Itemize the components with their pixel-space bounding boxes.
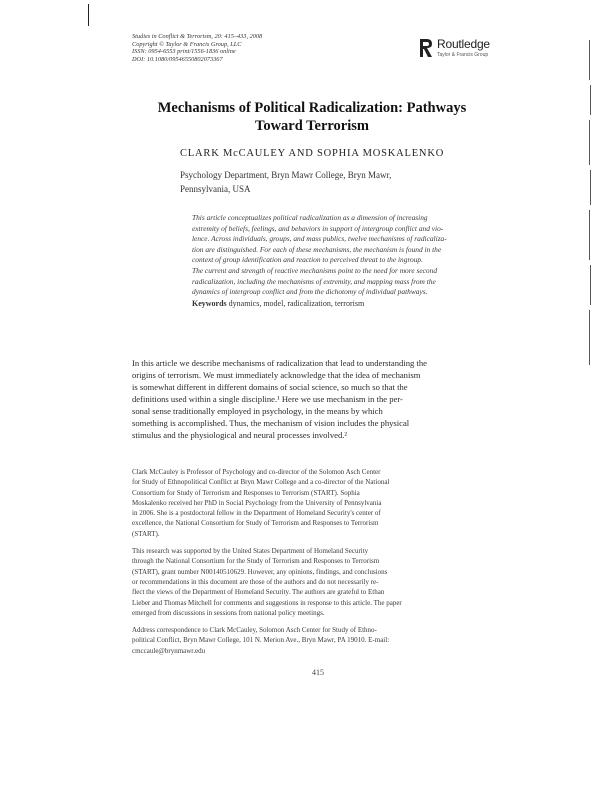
keywords xyxy=(192,299,522,308)
abstract-line: extremity of beliefs, feelings, and behaviors in support of intergroup conflict and vio- xyxy=(192,223,444,233)
abstract-line: context of group identification and reaction to perceived threat to the ingroup. xyxy=(192,255,423,265)
abstract-line: This article conceptualizes political radicalization as a dimension of increasing xyxy=(192,213,428,222)
footnote-line: for Study of Ethnopolitical Conflict at Bryn Mawr College and a co-director of the National xyxy=(132,478,390,487)
abstract-line: The current and strength of reactive mechanisms point to the need for more second xyxy=(192,265,438,275)
footnote-line: political Conflict, Bryn Mawr College, 101 N. Merion Ave., Bryn Mawr, PA 19010. E-mail: xyxy=(132,636,390,645)
footnote-line: Consortium for Study of Terrorism and Responses to Terrorism (START). Sophia xyxy=(132,488,360,497)
body-line: origins of terrorism. We must immediately acknowledge that the idea of mechanism xyxy=(132,370,421,380)
footnote-line: in 2006. She is a postdoctoral fellow in the Department of Homeland Security's center of xyxy=(132,509,381,518)
scan-mark xyxy=(88,4,89,26)
footnote-line: This research was supported by the United States Department of Homeland Security xyxy=(132,547,369,556)
authors: CLARK McCAULEY AND SOPHIA MOSKALENKO xyxy=(180,148,445,159)
journal-meta xyxy=(132,33,322,63)
journal-meta-line: Studies in Conflict & Terrorism, 20: 415–433, 2008 xyxy=(132,33,263,40)
footnote-line: excellence, the National Consortium for Study of Terrorism and Responses to Terrorism xyxy=(132,519,379,528)
keywords-text: dynamics, model, radicalization, terrorism xyxy=(228,299,365,308)
footnote-line: cmccaule@brynmawr.edu xyxy=(132,646,206,655)
body-line: In this article we describe mechanisms of radicalization that lead to understanding the xyxy=(132,358,427,368)
title-line: Toward Terrorism xyxy=(255,118,369,134)
body-line: sonal sense traditionally employed in psychology, in the means by which xyxy=(132,406,383,416)
footnote-line: or recommendations in this document are those of the authors and do not necessarily re- xyxy=(132,577,379,586)
footnote-line: Clark McCauley is Professor of Psychology and co-director of the Solomon Asch Center xyxy=(132,468,381,476)
page-number: 415 xyxy=(312,668,324,677)
footnote-line: flect the views of the Department of Homeland Security. The authors are grateful to Ethan xyxy=(132,588,385,597)
journal-meta-line: ISSN: 0954-6553 print/1556-1836 online xyxy=(132,48,236,56)
footnote-line: Lieber and Thomas Mitchell for comments and suggestions in response to this article. The paper xyxy=(132,598,402,607)
footnotes xyxy=(132,467,528,656)
title-line: Mechanisms of Political Radicalization: Pathways xyxy=(157,100,467,116)
footnote-line: emerged from discussions in sessions from national policy meetings. xyxy=(132,608,325,617)
abstract-line: tion are distinguished. For each of these mechanisms, the mechanism is found in the xyxy=(192,244,442,254)
affiliation xyxy=(180,168,410,196)
journal-meta-line: Copyright © Taylor & Francis Group, LLC xyxy=(132,40,242,48)
footnote-line: (START). xyxy=(132,529,160,538)
body-line: definitions used within a single discipline.¹ Here we use mechanism in the per- xyxy=(132,394,403,404)
scan-edge-noise xyxy=(586,40,594,370)
footnote-gap xyxy=(132,618,528,625)
abstract-line: radicalization, including the mechanisms of extremity, and mapping mass from the xyxy=(192,276,436,286)
affiliation-line: Pennsylvania, USA xyxy=(180,184,251,194)
footnote-line: (START), grant number N00140510629. However, any opinions, findings, and conclusions xyxy=(132,567,388,576)
footnote-line: Address correspondence to Clark McCauley, Solomon Asch Center for Study of Ethno- xyxy=(132,626,377,635)
affiliation-line: Psychology Department, Bryn Mawr College, Bryn Mawr, xyxy=(180,170,392,180)
keywords-label: Keywords xyxy=(192,299,227,308)
paper-title xyxy=(132,99,492,135)
abstract-line: lence. Across individuals, groups, and mass publics, twelve mechanisms of radicaliza- xyxy=(192,234,447,244)
publisher-name: Routledge xyxy=(437,37,490,51)
body-text xyxy=(132,357,528,441)
footnote-gap xyxy=(132,539,528,546)
publisher-subtitle: Taylor & Francis Group xyxy=(437,52,489,58)
body-line: is somewhat different in different domains of social science, so much so that the xyxy=(132,382,408,392)
body-line: something is accomplished. Thus, the mechanism of vision includes the physical xyxy=(132,418,410,428)
journal-meta-line: DOI: 10.1080/09546550802073367 xyxy=(132,55,223,63)
abstract xyxy=(192,213,524,298)
footnote-line: through the National Consortium for the Study of Terrorism and Responses to Terrorism xyxy=(132,557,380,566)
body-line: stimulus and the physiological and neural processes involved.² xyxy=(132,430,347,440)
publisher-logo xyxy=(418,38,490,64)
footnote-line: Moskalenko received her PhD in Social Psychology from the University of Pennsylvania xyxy=(132,498,382,507)
routledge-logo-icon xyxy=(418,38,433,58)
abstract-line: dynamics of intergroup conflict and from the dichotomy of individual pathways. xyxy=(192,287,428,297)
